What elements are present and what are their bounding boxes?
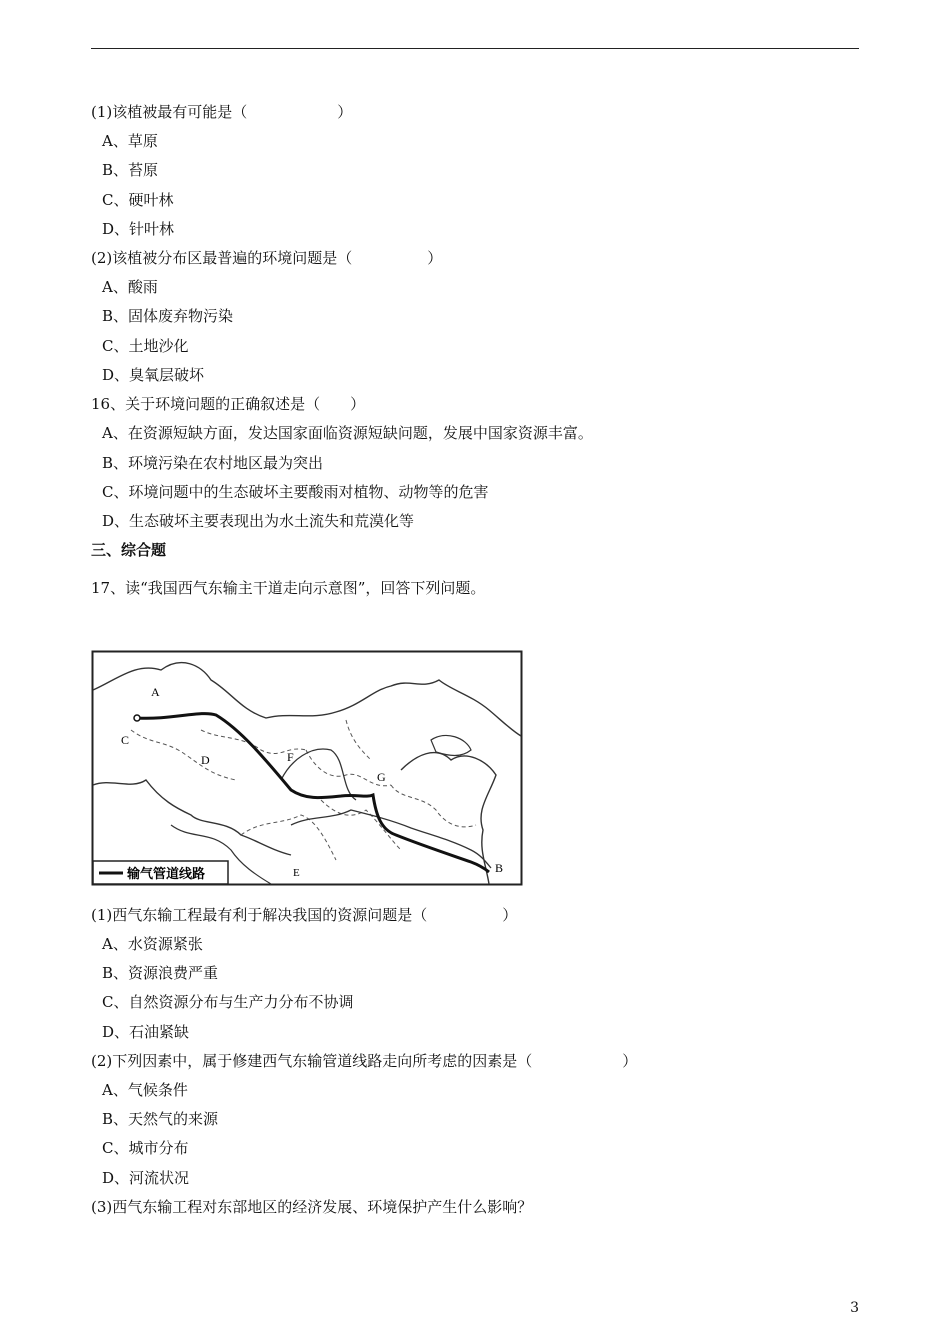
q17-sub3-stem: (3)西气东输工程对东部地区的经济发展、环境保护产生什么影响？ — [91, 1198, 533, 1216]
page-number: 3 — [850, 1300, 859, 1316]
q15-sub1-option-d: D、针叶林 — [102, 220, 175, 238]
q15-sub2-option-a: A、酸雨 — [102, 278, 158, 296]
q15-sub1-option-c: C、硬叶林 — [102, 191, 174, 209]
map-legend-text: 输气管道线路 — [127, 867, 206, 882]
q15-sub2-option-d: D、臭氧层破坏 — [102, 366, 205, 384]
q17-sub1-option-d: D、石油紧缺 — [102, 1023, 190, 1041]
map-label-c: C — [121, 733, 130, 747]
q16-stem: 16、关于环境问题的正确叙述是（ ） — [91, 395, 366, 413]
q15-sub1-option-b: B、苔原 — [102, 161, 159, 179]
q15-sub2-option-c: C、土地沙化 — [102, 337, 189, 355]
q15-sub1-stem: (1)该植被最有可能是（ ） — [91, 103, 353, 121]
q17-sub1-stem: (1)西气东输工程最有利于解决我国的资源问题是（ ） — [91, 906, 518, 924]
q17-sub2-option-a: A、气候条件 — [102, 1081, 188, 1099]
q15-sub2-stem: (2)该植被分布区最普遍的环境问题是（ ） — [91, 249, 443, 267]
q17-sub2-option-c: C、城市分布 — [102, 1139, 189, 1157]
pipeline-map — [91, 650, 523, 886]
q17-sub1-option-a: A、水资源紧张 — [102, 935, 203, 953]
map-label-b: B — [495, 861, 504, 875]
map-label-g: G — [377, 770, 386, 784]
map-label-f: F — [287, 750, 294, 764]
header-rule — [91, 48, 859, 49]
q17-sub1-option-b: B、资源浪费严重 — [102, 964, 219, 982]
q16-option-c: C、环境问题中的生态破坏主要酸雨对植物、动物等的危害 — [102, 483, 489, 501]
q17-sub1-option-c: C、自然资源分布与生产力分布不协调 — [102, 993, 354, 1011]
q15-sub2-option-b: B、固体废弃物污染 — [102, 307, 234, 325]
q17-sub2-option-d: D、河流状况 — [102, 1169, 190, 1187]
q16-option-b: B、环境污染在农村地区最为突出 — [102, 454, 324, 472]
map-label-d: D — [201, 753, 210, 767]
q17-stem: 17、读“我国西气东输主干道走向示意图”，回答下列问题。 — [91, 579, 486, 597]
map-label-a: A — [151, 685, 160, 699]
q15-sub1-option-a: A、草原 — [102, 132, 158, 150]
pipeline-origin — [134, 715, 140, 721]
q17-sub2-option-b: B、天然气的来源 — [102, 1110, 219, 1128]
map-label-e: E — [293, 867, 300, 879]
q17-sub2-stem: (2)下列因素中，属于修建西气东输管道线路走向所考虑的因素是（ ） — [91, 1052, 638, 1070]
q16-option-a: A、在资源短缺方面，发达国家面临资源短缺问题，发展中国家资源丰富。 — [102, 424, 593, 442]
q16-option-d: D、生态破坏主要表现出为水土流失和荒漠化等 — [102, 512, 415, 530]
section-title: 三、综合题 — [91, 541, 167, 559]
